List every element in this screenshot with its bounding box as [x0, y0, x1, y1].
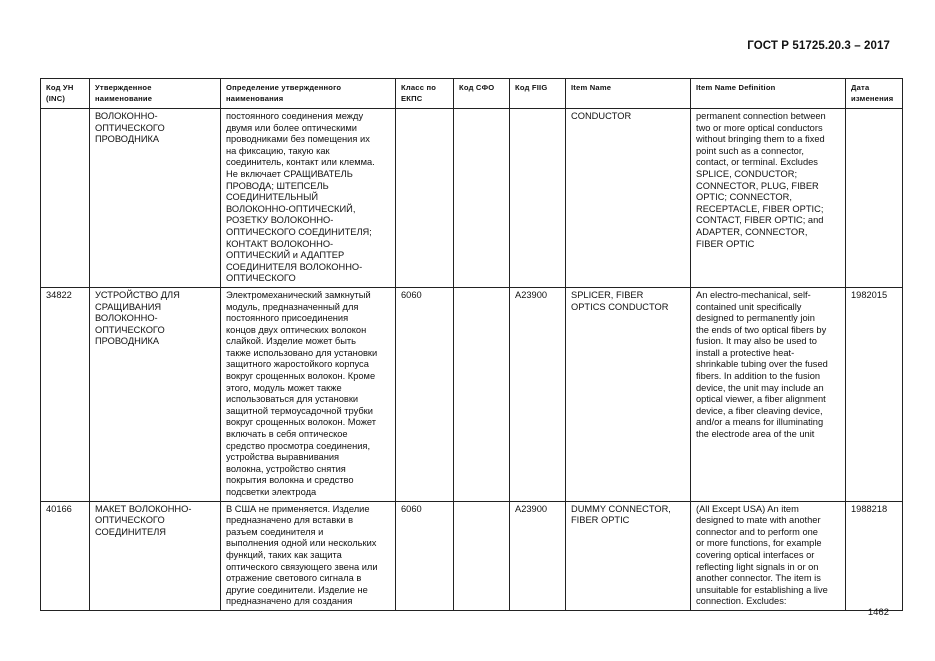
cell-change-date	[846, 109, 903, 288]
column-header-sfo-code: Код СФО	[454, 79, 510, 109]
cell-change-date: 1988218	[846, 501, 903, 610]
cell-ekps-class	[396, 109, 454, 288]
cell-sfo-code	[454, 287, 510, 501]
cell-item-name-definition: An electro-mechanical, self- contained unit specifically designed to permanently join the ends of two optical fibers by fusion. It may also be used to install a protective heat- shrinkable tubing over the fused fibers. In addition to the fusion device, the unit may include an optical viewer, a fiber alignment device, a fiber cleaving device, and/or a means for illuminating the electrode area of the unit	[691, 287, 846, 501]
column-header-item-name: Item Name	[566, 79, 691, 109]
cell-fiig-code: A23900	[510, 287, 566, 501]
column-header-approved-name: Утвержденное наименование	[90, 79, 221, 109]
column-header-inc: Код УН (INC)	[41, 79, 90, 109]
cell-item-name-definition: permanent connection between two or more optical conductors without bringing them to a fixed point such as a connector, contact, or terminal. Excludes SPLICE, CONDUCTOR; CONNECTOR, PLUG, FIBER OPTIC; CONNECTOR, RECEPTACLE, FIBER OPTIC; CONTACT, FIBER OPTIC; and ADAPTER, CONNECTOR, FIBER OPTIC	[691, 109, 846, 288]
cell-ekps-class: 6060	[396, 501, 454, 610]
cell-approved-name: МАКЕТ ВОЛОКОННО- ОПТИЧЕСКОГО СОЕДИНИТЕЛЯ	[90, 501, 221, 610]
cell-definition: Электромеханический замкнутый модуль, предназначенный для постоянного присоединения концов двух оптических волокон слайкой. Изделие может быть также использовано для установки защитного жаростойкого корпуса вокруг срощенных волокон. Кроме этого, модуль может также использоваться для установки защитной термоусадочной трубки вокруг срощенных волокон. Может включать в себя оптическое средство просмотра соединения, устройства выравнивания волокна, устройство снятия покрытия волокна и средство подсветки электрода	[221, 287, 396, 501]
cell-ekps-class: 6060	[396, 287, 454, 501]
cell-inc: 34822	[41, 287, 90, 501]
page-number: 1462	[867, 607, 889, 618]
cell-change-date: 1982015	[846, 287, 903, 501]
cell-item-name: CONDUCTOR	[566, 109, 691, 288]
table-row	[41, 287, 903, 501]
column-header-ekps-class: Класс по ЕКПС	[396, 79, 454, 109]
document-title: ГОСТ Р 51725.20.3 – 2017	[747, 40, 890, 52]
cell-approved-name: ВОЛОКОННО- ОПТИЧЕСКОГО ПРОВОДНИКА	[90, 109, 221, 288]
cell-approved-name: УСТРОЙСТВО ДЛЯ СРАЩИВАНИЯ ВОЛОКОННО- ОПТИЧЕСКОГО ПРОВОДНИКА	[90, 287, 221, 501]
cell-definition: В США не применяется. Изделие предназначено для вставки в разъем соединителя и выполнения одной или нескольких функций, таких как защита оптического связующего звена или отражение светового сигнала в другие соединители. Изделие не предназначено для создания	[221, 501, 396, 610]
cell-definition: постоянного соединения между двумя или более оптическими проводниками без помещения их на фиксацию, такую как соединитель, контакт или клемма. Не включает СРАЩИВАТЕЛЬ ПРОВОДА; ШТЕПСЕЛЬ СОЕДИНИТЕЛЬНЫЙ ВОЛОКОННО-ОПТИЧЕСКИЙ, РОЗЕТКУ ВОЛОКОННО- ОПТИЧЕСКОГО СОЕДИНИТЕЛЯ; КОНТАКТ ВОЛОКОННО- ОПТИЧЕСКИЙ и АДАПТЕР СОЕДИНИТЕЛЯ ВОЛОКОННО- ОПТИЧЕСКОГО	[221, 109, 396, 288]
column-header-fiig-code: Код FIIG	[510, 79, 566, 109]
cell-inc	[41, 109, 90, 288]
column-header-definition: Определение утвержденного наименования	[221, 79, 396, 109]
cell-inc: 40166	[41, 501, 90, 610]
table-row	[41, 109, 903, 288]
column-header-item-name-definition: Item Name Definition	[691, 79, 846, 109]
catalog-table	[40, 78, 903, 611]
cell-sfo-code	[454, 501, 510, 610]
cell-item-name: SPLICER, FIBER OPTICS CONDUCTOR	[566, 287, 691, 501]
column-header-change-date: Дата изменения	[846, 79, 903, 109]
cell-item-name-definition: (All Except USA) An item designed to mate with another connector and to perform one or more functions, for example covering optical interfaces or reflecting light signals in or on another connector. The item is unsuitable for establishing a live connection. Excludes:	[691, 501, 846, 610]
cell-item-name: DUMMY CONNECTOR, FIBER OPTIC	[566, 501, 691, 610]
table-header-row	[41, 79, 903, 109]
cell-sfo-code	[454, 109, 510, 288]
table-row	[41, 501, 903, 610]
cell-fiig-code: A23900	[510, 501, 566, 610]
cell-fiig-code	[510, 109, 566, 288]
